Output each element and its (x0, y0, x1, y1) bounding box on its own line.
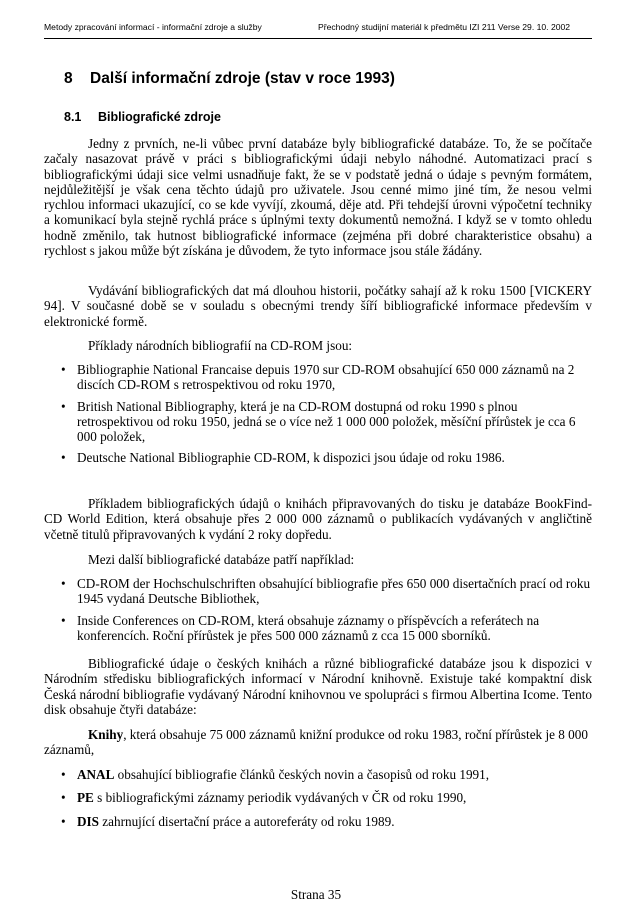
running-header-right: Přechodný studijní materiál k předmětu IZI 211 Verse 29. 10. 2002 (318, 22, 571, 32)
bullet-icon: • (61, 362, 66, 377)
paragraph-czech: Bibliografické údaje o českých knihách a různé bibliografické databáze jsou k dispozici v Národním středisku bibliografických informací v Národní knihovně. Existuje také kompaktní disk Česká národní bibliografie vydávaný Národní knihovnou ve spolupráci s firmou Albertina Icome. Tento disk obsahuje čtyři databáze: (44, 656, 592, 717)
bullet-icon: • (61, 450, 66, 466)
header-rule (44, 38, 592, 39)
section-number: 8.1 (64, 110, 82, 124)
paragraph-books: Knihy, která obsahuje 75 000 záznamů knižní produkce od roku 1983, roční přírůstek je 8 000 záznamů, (44, 727, 588, 758)
paragraph-history: Vydávání bibliografických dat má dlouhou historii, počátky sahají až k roku 1500 [VICKERY 94]. V současné době se v souladu s obecnými trendy šíří bibliografické informace především v elektronické formě. (44, 283, 592, 329)
list-item: • DIS zahrnující disertační práce a autoreferáty od roku 1989. (61, 813, 395, 829)
bullet-icon: • (61, 767, 66, 782)
list-item: • British National Bibliography, která je na CD-ROM dostupná od roku 1990 s plnou retrospektivou od roku 1950, jedná se o více než 1 000 000 položek, měsíční přírůstek je cca 6 000 položek, (61, 398, 576, 445)
list-item: • ANAL obsahující bibliografie článků českých novin a časopisů od roku 1991, (61, 767, 490, 782)
books-bold-label: Knihy (88, 727, 124, 742)
section-title: Bibliografické zdroje (98, 110, 221, 124)
page-number: Strana 35 (290, 887, 342, 902)
czech-databases-list (60, 767, 592, 829)
paragraph-bookfind: Příkladem bibliografických údajů o knihách připravovaných do tisku je databáze BookFind-CD World Edition, která obsahuje přes 2 000 000 záznamů o publikacích vydávaných v angličtině včetně titulů připravovaných k vydání 2 roky dopředu. (44, 496, 592, 542)
bullet-icon: • (61, 612, 66, 628)
paragraph-other-intro: Mezi další bibliografické databáze patří například: (88, 552, 355, 567)
section-heading (64, 110, 221, 124)
bullet-icon: • (61, 398, 66, 414)
national-bibliographies-list (60, 362, 592, 466)
bullet-icon: • (61, 576, 66, 591)
list-item: • Deutsche National Bibliographie CD-ROM, k dispozici jsou údaje od roku 1986. (61, 450, 505, 466)
paragraph-national-intro: Příklady národních bibliografií na CD-ROM jsou: (88, 338, 353, 353)
list-item: • CD-ROM der Hochschulschriften obsahující bibliografie přes 650 000 disertačních prací od roku 1945 vydaná Deutsche Bibliothek, (61, 576, 591, 607)
bullet-icon: • (61, 813, 66, 829)
list-item: • Bibliographie National Francaise depuis 1970 sur CD-ROM obsahující 650 000 záznamů na 2 discích CD-ROM s retrospektivou od roku 1970, (61, 362, 575, 393)
bullet-icon: • (61, 790, 66, 806)
other-databases-list (60, 576, 592, 643)
list-item: • Inside Conferences on CD-ROM, která obsahuje záznamy o příspěvcích a referátech na konferencích. Roční přírůstek je přes 500 000 záznamů z cca 15 000 sborníků. (61, 612, 540, 643)
paragraph-intro: Jedny z prvních, ne-li vůbec první databáze byly bibliografické databáze. To, že se počítače začaly nasazovat právě v práci s bibliografickými údaji nebylo náhodné. Automatizaci prací s bibliografickými údaji sice velmi usnadňuje fakt, že se v podstatě jedná o údaje s pevným formátem, nejdůležitější je však cena těchto údajů pro uživatele. Jsou cenné mimo jiné tím, že nesou velmi rychlou informaci ukazující, co se kde vyvíjí, zkoumá, děje atd. Při tehdejší úrovni výpočetní techniky a komunikací byla stejně rychlá práce s úplnými texty dokumentů nemožná. I když se v tomto ohledu hodně změnilo, tak hutnost bibliografické informace (zejména při dobré charakteristice obsahu) a rychlost s jakou může být získána je důvodem, že tyto informace jsou stále žádány. (44, 136, 592, 259)
running-header-left: Metody zpracování informací - informační zdroje a služby (44, 22, 262, 32)
chapter-title: Další informační zdroje (stav v roce 1993) (90, 70, 395, 87)
chapter-number: 8 (64, 70, 73, 87)
chapter-heading (64, 70, 395, 88)
list-item: • PE s bibliografickými záznamy periodik vydávaných v ČR od roku 1990, (61, 790, 467, 806)
